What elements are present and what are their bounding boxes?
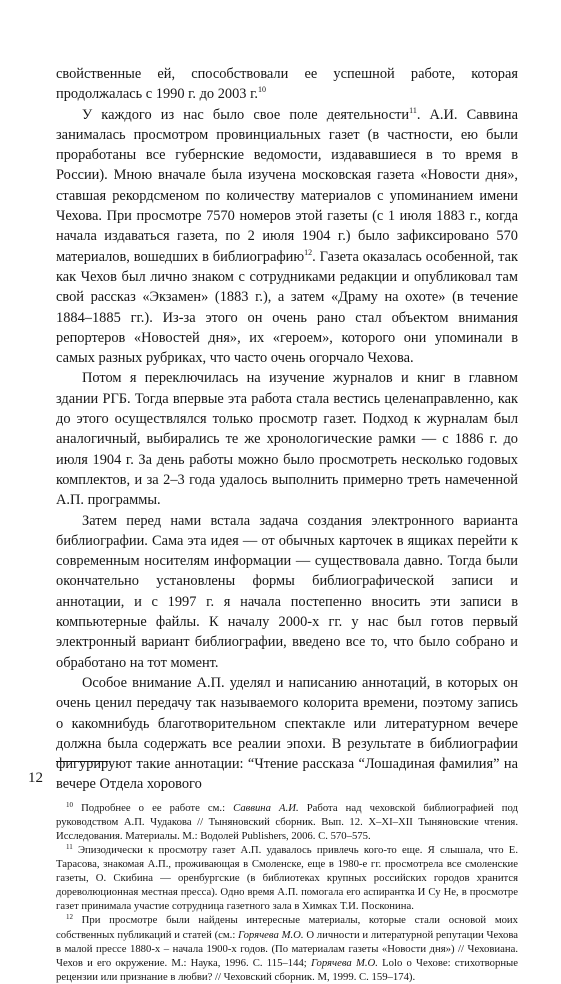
footnote	[56, 913, 518, 983]
page-content	[56, 64, 518, 984]
paragraph	[56, 368, 518, 510]
text-run: Особое внимание А.П. уделял и написанию аннотаций, в которых он очень ценил передачу так называемого колорита времени, поэтому запись о какомнибудь благотворительном спектакле или литературном вечере должна была содержать все реалии эпохи. В результате в библиографии фигурируют такие аннотации: “Чтение рассказа “Лошадиная фамилия” на вечере Отдела хорового	[56, 674, 518, 793]
paragraph	[56, 673, 518, 795]
footnote-ref: 10	[257, 85, 266, 95]
text-run: У каждого из нас было свое поле деятельности	[82, 106, 410, 123]
page-number: 12	[28, 770, 43, 786]
footnote-ref: 12	[66, 913, 73, 922]
paragraph	[56, 105, 518, 369]
text-run: При просмотре были найдены интересные материалы, которые стали основой моих собственных публикаций и статей (см.:	[56, 914, 518, 941]
text-run: свойственные ей, способствовали ее успешной работе, которая продолжалась с 1990 г. до 2003 г.	[56, 66, 518, 103]
text-run: О личности и литературной репутации Чехова в малой прессе 1880-х – начала 1900-х годов. (По материалам газеты «Новости дня») // Чеховиана. Чехов и его окружение. М.: Наука, 1996. С. 115–144;	[56, 928, 519, 969]
paragraph	[56, 511, 518, 673]
text-run: Потом я переключилась на изучение журналов и книг в главном здании РГБ. Тогда впервые эта работа стала вестись целенаправленно, как до этого осуществлялся только просмотр газет. Подход к журналам был аналогичный, выбирались те же хронологические рамки — с 1886 г. до июля 1904 г. За день работы можно было просмотреть несколько годовых комплектов, и за 2–3 года удалось выполнить примерно треть намеченной А.П. программы.	[56, 370, 518, 509]
footnotes	[56, 801, 518, 984]
body-text	[56, 64, 518, 795]
author-name: Горячева М.О.	[310, 956, 378, 969]
footnote-ref: 12	[304, 247, 313, 257]
author-name: Саввина А.И.	[233, 801, 299, 814]
text-run: Работа над чеховской библиографией под руководством А.П. Чудакова // Тыняновский сборник. Вып. 12. X–XI–XII Тыняновские чтения. Исследования. Материалы. М.: Водолей Publishers, 2006. С. 570–575.	[56, 801, 518, 842]
paragraph	[56, 64, 518, 105]
text-run: Подробнее о ее работе см.:	[73, 801, 234, 814]
text-run: . А.И. Саввина занималась просмотром провинциальных газет (в частности, ею были проработаны все губернские ведомости, издававшиеся в то время в России). Мною вначале была изучена московская газета «Новости дня», ставшая рекордсменом по количеству материалов с упоминанием имени Чехова. При просмотре 7570 номеров этой газеты (с 1 июля 1883 г., когда начала издаваться газета, по 2 июля 1904 г.) было зафиксировано 570 материалов, вошедших в библиографию	[56, 106, 518, 265]
text-run: Lolo о Чехове: стихотворные рецензии или признание в любви? // Чеховский сборник. М, 1999. С. 159–174).	[56, 956, 518, 983]
footnote-ref: 11	[409, 105, 417, 115]
text-run: Затем перед нами встала задача создания электронного варианта библиографии. Сама эта идея — от обычных карточек в ящиках перейти к современным носителям информации — существовала давно. Тогда были окончательно установлены формы библиографической записи и аннотации, и с 1997 г. я начала постепенно вносить эти записи в компьютерные файлы. К началу 2000-х гг. у нас был готов первый электронный вариант библиографии, введено все то, что было собрано и обработано на тот момент.	[56, 512, 518, 671]
footnote	[56, 843, 518, 913]
footnote-separator	[56, 761, 108, 762]
footnote-ref: 10	[66, 800, 73, 809]
footnote	[56, 801, 518, 843]
footnote-ref: 11	[66, 842, 73, 851]
author-name: Горячева М.О.	[238, 928, 304, 941]
text-run: . Газета оказалась особенной, так как Чехов был лично знаком с сотрудниками редакции и опубликовал там свой рассказ «Экзамен» (1883 г.), а затем «Драму на охоте» (в течение 1884–1885 гг.). Из-за этого он очень рано стал объектом внимания репортеров «Новостей дня», их «героем», которого они упоминали в самых разных рубриках, что часто очень огорчало Чехова.	[56, 248, 518, 367]
text-run: Эпизодически к просмотру газет А.П. удавалось привлечь кого-то еще. Я слышала, что Е. Тарасова, знакомая А.П., проживающая в Смоленске, еще в 1980-е гг. просмотрела все смоленские газеты, О. Скибина — оренбургские (в библиотеках крупных российских городов хранится дореволюционная местная пресса). Одно время А.П. помогала его аспирантка И Су Не, в просмотре газет принимала участие сотрудница газетного зала в Химках Т.И. Посконина.	[56, 843, 518, 913]
